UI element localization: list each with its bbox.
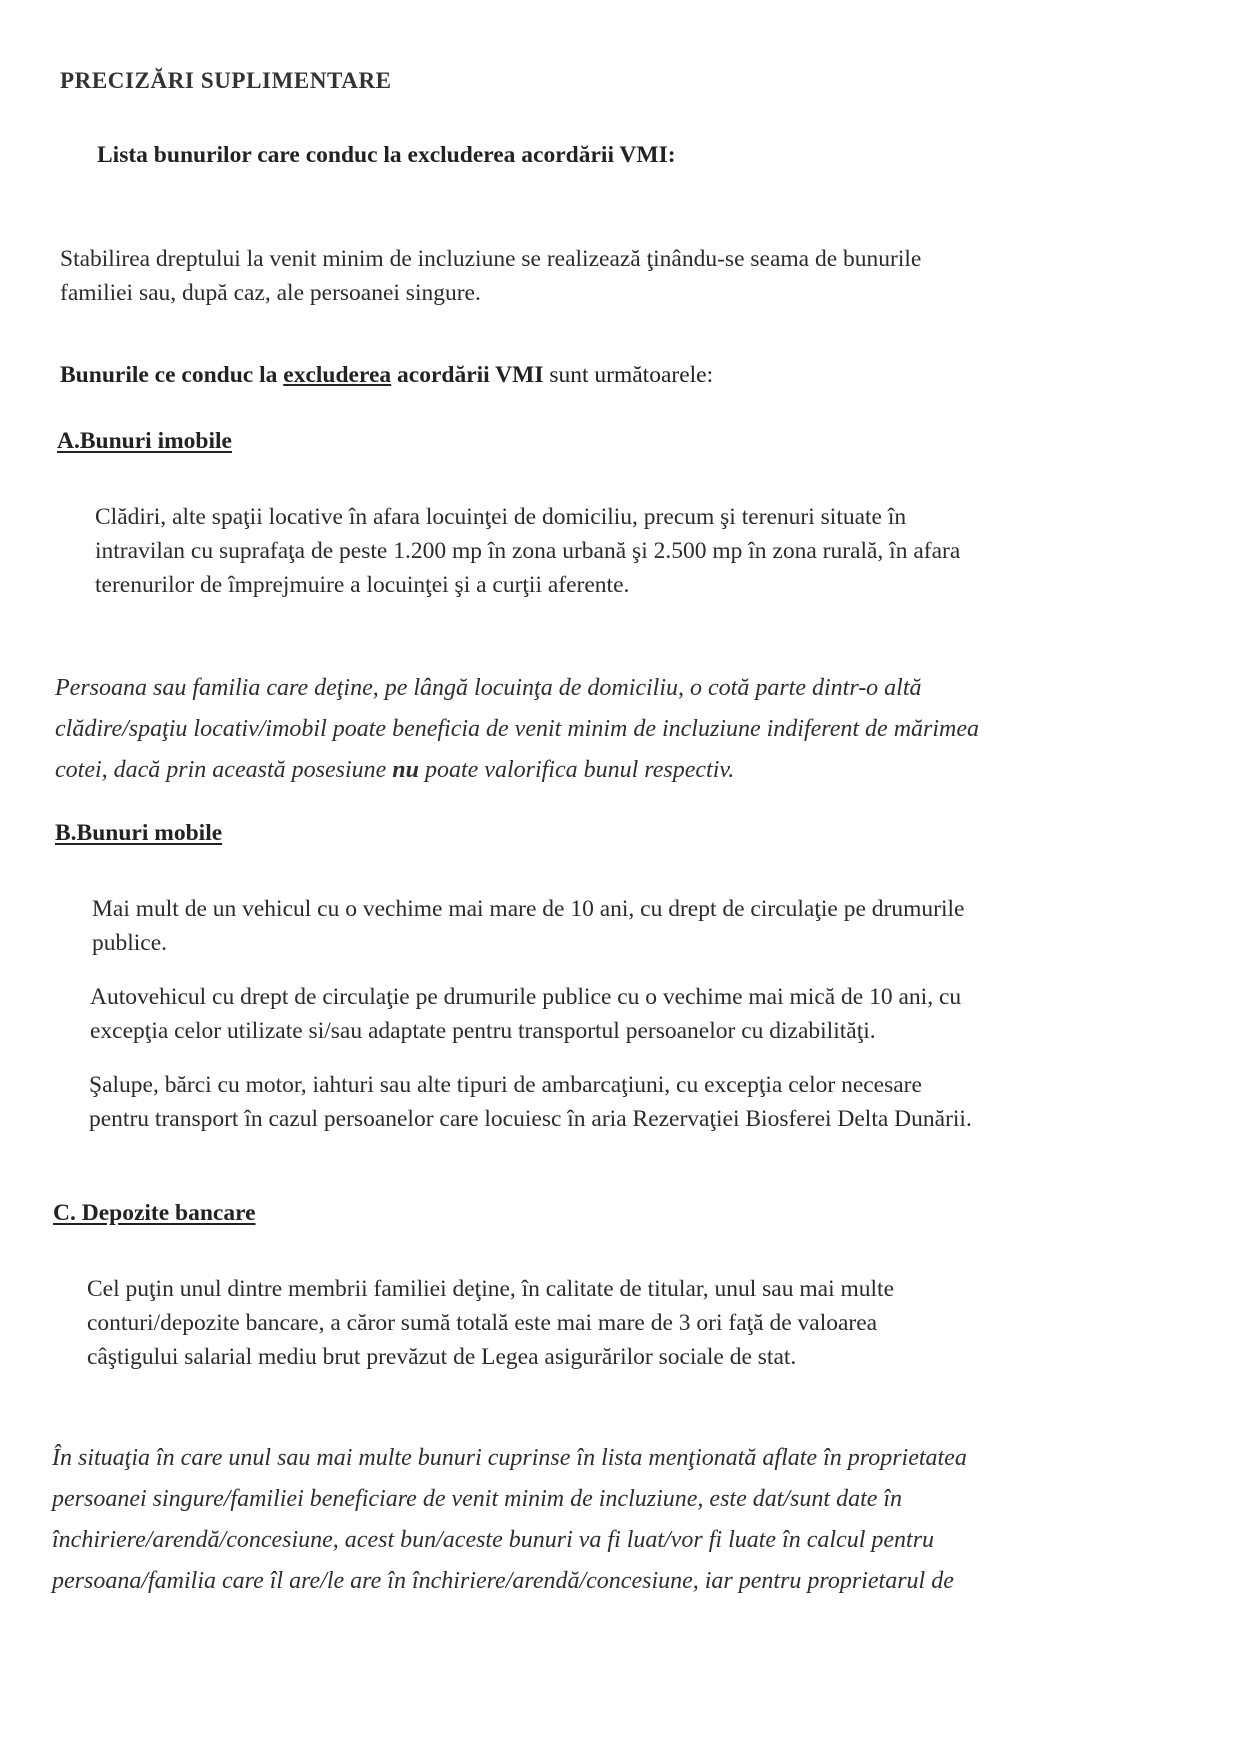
section-a-note-text: poate valorifica bunul respectiv. xyxy=(418,757,735,783)
exclusion-keyword: excluderea xyxy=(283,362,392,388)
section-c-item-line: câştigului salarial mediu brut prevăzut de Legea asigurărilor sociale de stat. xyxy=(87,1344,797,1370)
section-c-item xyxy=(87,1272,894,1374)
section-b-item-line: excepţia celor utilizate si/sau adaptate pentru transportul persoanelor cu dizabilităţi. xyxy=(90,1018,876,1044)
section-b-item-line: Şalupe, bărci cu motor, iahturi sau alte tipuri de ambarcaţiuni, cu excepţia celor necesare xyxy=(89,1072,922,1098)
final-note-line: persoanei singure/familiei beneficiare de venit minim de incluziune, este dat/sunt date în xyxy=(52,1486,903,1512)
section-b-item-line: Autovehicul cu drept de circulaţie pe drumurile publice cu o vechime mai mică de 10 ani, cu xyxy=(90,984,962,1010)
section-b-item-3 xyxy=(89,1068,972,1136)
section-a-note xyxy=(55,668,979,791)
final-note xyxy=(52,1438,967,1602)
section-a-item-line: terenurilor de împrejmuire a locuinţei şi a curţii aferente. xyxy=(95,572,630,598)
section-b-item-line: Mai mult de un vehicul cu o vechime mai mare de 10 ani, cu drept de circulaţie pe drumurile xyxy=(92,896,965,922)
section-c-heading: C. Depozite bancare xyxy=(53,1200,256,1226)
exclusion-tail: sunt următoarele: xyxy=(543,362,714,388)
exclusion-statement xyxy=(60,362,713,389)
section-a-heading: A.Bunuri imobile xyxy=(57,428,232,454)
page-title: PRECIZĂRI SUPLIMENTARE xyxy=(60,68,392,93)
section-a-item-line: intravilan cu suprafaţa de peste 1.200 mp în zona urbană şi 2.500 mp în zona rurală, în afara xyxy=(95,538,961,564)
section-c-item-line: Cel puţin unul dintre membrii familiei deţine, în calitate de titular, unul sau mai multe xyxy=(87,1276,894,1302)
section-a-item xyxy=(95,500,960,602)
section-a-note-emphasis: nu xyxy=(392,757,419,783)
intro-paragraph xyxy=(60,242,921,310)
page-subtitle: Lista bunurilor care conduc la excluderea acordării VMI: xyxy=(97,142,676,168)
exclusion-vmi: acordării VMI xyxy=(391,362,544,388)
section-b-item-1 xyxy=(92,892,964,960)
section-a-note-line: clădire/spaţiu locativ/imobil poate beneficia de venit minim de incluziune indiferent de mărimea xyxy=(55,716,980,742)
section-b-heading: B.Bunuri mobile xyxy=(55,820,223,846)
intro-line: Stabilirea dreptului la venit minim de incluziune se realizează ţinându-se seama de bunurile xyxy=(60,246,922,272)
section-a-note-line: Persoana sau familia care deţine, pe lângă locuinţa de domiciliu, o cotă parte dintr-o altă xyxy=(55,675,922,701)
final-note-line: În situaţia în care unul sau mai multe bunuri cuprinse în lista menţionată aflate în proprietatea xyxy=(52,1445,967,1471)
section-a-note-text: cotei, dacă prin această posesiune xyxy=(55,757,393,783)
section-b-item-2 xyxy=(90,980,961,1048)
section-c-item-line: conturi/depozite bancare, a căror sumă totală este mai mare de 3 ori faţă de valoarea xyxy=(87,1310,878,1336)
final-note-line: închiriere/arendă/concesiune, acest bun/aceste bunuri va fi luat/vor fi luate în calcul pentru xyxy=(52,1527,935,1553)
section-a-note-last-line xyxy=(55,750,979,791)
final-note-line: persoana/familia care îl are/le are în închiriere/arendă/concesiune, iar pentru proprietarul de xyxy=(52,1568,954,1594)
exclusion-lead: Bunurile ce conduc la xyxy=(60,362,284,388)
section-b-item-line: pentru transport în cazul persoanelor care locuiesc în aria Rezervaţiei Biosferei Delta Dunării. xyxy=(89,1106,972,1132)
intro-line: familiei sau, după caz, ale persoanei singure. xyxy=(60,280,481,306)
section-b-item-line: publice. xyxy=(92,930,168,956)
section-a-item-line: Clădiri, alte spaţii locative în afara locuinţei de domiciliu, precum şi terenuri situate în xyxy=(95,504,907,530)
